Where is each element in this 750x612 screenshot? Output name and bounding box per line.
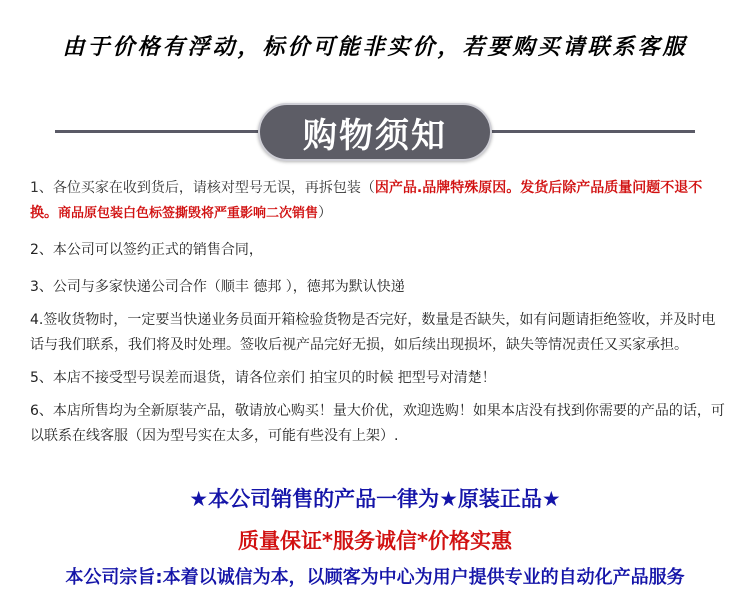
notice-item-6: 6、本店所售均为全新原装产品，敬请放心购买！量大价优，欢迎选购！如果本店没有找到你需要的产品的话，可以联系在线客服（因为型号实在太多，可能有些没有上架）. (30, 403, 725, 444)
company-mission-statement: 本公司宗旨:本着以诚信为本，以顾客为中心为用户提供专业的自动化产品服务 (65, 567, 685, 588)
notice-item-1-warning: 因产品.品牌特殊原因。发货后除产品质量问题不退不换。 (30, 180, 703, 221)
shopping-notice-title: 购物须知 (258, 103, 492, 161)
genuine-product-slogan: ★本公司销售的产品一律为★原装正品★ (189, 487, 561, 511)
notice-item-4: 4.签收货物时，一定要当快递业务员面开箱检验货物是否完好，数量是否缺失，如有问题请拒绝签收，并及时电话与我们联系，我们将及时处理。签收后视产品完好无损，如后续出现损坏，缺失等情况责任又买家承担。 (30, 312, 716, 353)
notice-list (30, 176, 726, 457)
notice-item-5: 5、本店不接受型号误差而退货，请各位亲们 拍宝贝的时候 把型号对清楚！ (30, 370, 496, 386)
notice-item-1 (30, 176, 726, 226)
notice-item-2: 2、本公司可以签约正式的销售合同， (30, 242, 263, 258)
quality-service-slogan: 质量保证*服务诚信*价格实惠 (238, 529, 512, 553)
title-divider-left (55, 130, 265, 133)
notice-item-1-label-warning: 商品原包装白色标签撕毁将严重影响二次销售 (58, 206, 319, 221)
price-notice-banner (0, 0, 750, 100)
notice-item-1-prefix: 1、各位买家在收到货后，请核对型号无误，再拆包装（ (30, 180, 375, 196)
price-notice-text: 由于价格有浮动，标价可能非实价，若要购买请联系客服 (62, 34, 688, 60)
notice-item-3: 3、公司与多家快递公司合作（顺丰 德邦 ），德邦为默认快递 (30, 279, 405, 295)
notice-item-1-suffix: ） (318, 205, 333, 221)
title-divider-right (485, 130, 695, 133)
